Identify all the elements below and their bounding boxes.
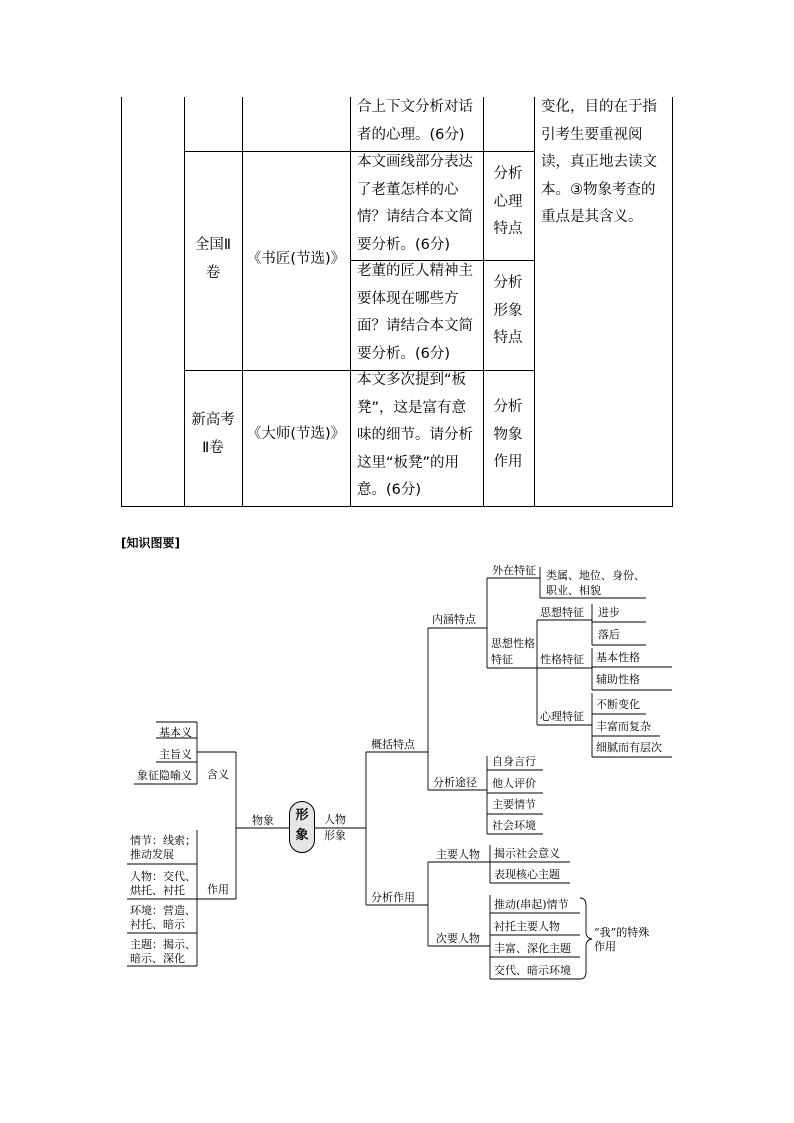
waizai-items: 类属、地位、身份、职业、相貌: [546, 569, 645, 597]
summary-cell: 变化，目的在于指引考生要重视阅读，真正地去读文本。③物象考查的重点是其含义。: [541, 99, 657, 225]
exam-name-cell: 新高考Ⅱ卷: [191, 412, 235, 456]
tujing-item: 主要情节: [492, 798, 536, 811]
node-waizai: 外在特征: [492, 564, 536, 577]
question-cell: 本文多次提到“板凳”，这是富有意味的细节。请分析这里“板凳”的用意。(6分): [357, 372, 473, 498]
xinli-item: 丰富而复杂: [596, 720, 651, 733]
ciyao-item: 推动(串起)情节: [494, 898, 569, 911]
hanyi-item: 象征隐喻义: [137, 769, 192, 782]
exam-name-cell: 全国Ⅱ卷: [194, 237, 232, 281]
zuoyong-item: 主题：揭示、暗示、深化: [130, 938, 196, 965]
zuoyong-item: 人物：交代、烘托、衬托: [130, 870, 196, 897]
xingge-item: 基本性格: [596, 651, 640, 664]
xingge-item: 辅助性格: [596, 673, 640, 686]
text-title-cell: 《书匠(节选)》: [246, 251, 346, 267]
hanyi-item: 主旨义: [159, 748, 192, 761]
center-node-label: 形象: [295, 808, 309, 843]
zhuyao-item: 表现核心主题: [494, 868, 560, 881]
node-zuoyong: 作用: [207, 883, 229, 896]
question-cell: 本文画线部分表达了老董怎样的心情？请结合本文简要分析。(6分): [357, 154, 473, 253]
node-sixiang: 思想特征: [540, 606, 584, 619]
brace-shape: [580, 898, 592, 979]
section-title: [知识图要]: [121, 536, 180, 550]
node-xingge: 性格特征: [540, 653, 584, 666]
node-fenxi-zuoyong: 分析作用: [371, 891, 415, 904]
ciyao-item: 交代、暗示环境: [494, 964, 571, 977]
xinli-item: 不断变化: [596, 698, 640, 711]
hanyi-item: 基本义: [159, 726, 192, 739]
node-sixiang-xingge: 思想性格特征: [491, 637, 535, 666]
node-gaikuo: 概括特点: [371, 738, 415, 751]
sixiang-item: 落后: [598, 628, 620, 641]
node-wo: “我”的特殊作用: [594, 926, 650, 953]
tujing-item: 他人评价: [492, 777, 536, 790]
xinli-item: 细腻而有层次: [596, 741, 662, 754]
zhuyao-item: 揭示社会意义: [494, 847, 560, 860]
node-xinli: 心理特征: [540, 710, 584, 723]
tujing-item: 自身言行: [492, 755, 536, 768]
question-type-cell: 分析心理特点: [493, 166, 523, 237]
branch-renwu: 人物形象: [324, 813, 346, 842]
tujing-item: 社会环境: [492, 819, 536, 832]
question-cell: 合上下文分析对话者的心理。(6分): [357, 99, 473, 143]
ciyao-item: 丰富、深化主题: [494, 942, 571, 955]
center-node: [289, 801, 315, 853]
branch-wuxiang: 物象: [252, 814, 274, 827]
question-type-cell: 分析形象特点: [493, 275, 523, 346]
question-cell: 老董的匠人精神主要体现在哪些方面？请结合本文简要分析。(6分): [357, 263, 473, 362]
text-title-cell: 《大师(节选)》: [246, 426, 346, 442]
ciyao-item: 衬托主要人物: [494, 920, 560, 933]
sixiang-item: 进步: [598, 606, 620, 619]
question-type-cell: 分析物象作用: [493, 399, 523, 470]
zuoyong-item: 环境：营造、衬托、暗示: [130, 904, 196, 931]
node-hanyi: 含义: [207, 768, 229, 781]
node-ciyao: 次要人物: [436, 932, 480, 945]
node-zhuyao: 主要人物: [436, 848, 480, 861]
zuoyong-item: 情节：线索；推动发展: [130, 834, 196, 861]
node-tujing: 分析途径: [433, 776, 477, 789]
node-neihan: 内涵特点: [432, 613, 476, 626]
